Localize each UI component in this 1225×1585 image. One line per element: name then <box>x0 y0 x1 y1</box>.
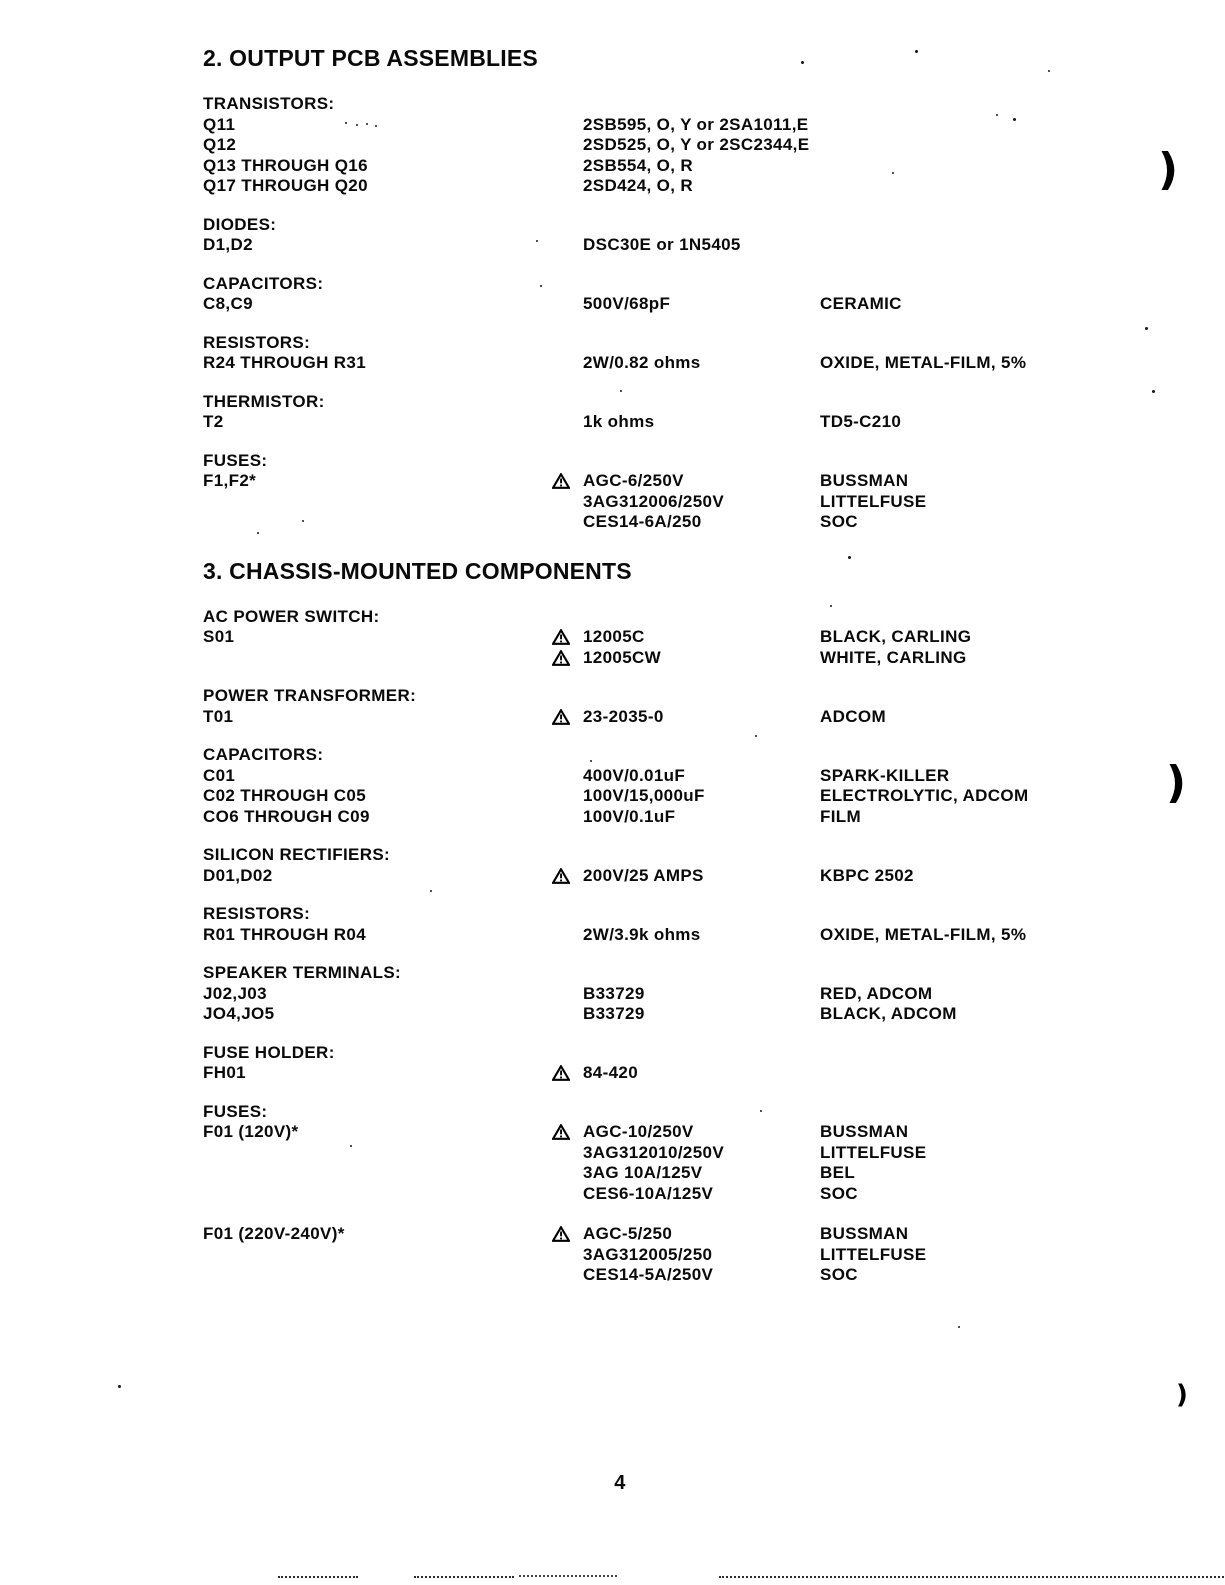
table-row <box>203 294 1205 315</box>
page-number: 4 <box>614 1472 626 1494</box>
part-number-text: 12005CW <box>583 647 662 667</box>
manufacturer: FILM <box>820 806 862 826</box>
manufacturer: BLACK, ADCOM <box>820 1004 957 1023</box>
part-number <box>583 1224 820 1245</box>
component-ref: R24 THROUGH R31 <box>203 353 367 372</box>
table-row <box>203 512 1205 533</box>
component-ref <box>203 492 583 513</box>
part-number-text: CES14-6A/250 <box>583 512 702 531</box>
part-number <box>583 1004 820 1025</box>
component-ref: D01,D02 <box>203 865 273 885</box>
table-row <box>203 807 1205 828</box>
group-heading: RESISTORS: <box>203 332 311 352</box>
manufacturer: BUSSMAN <box>820 471 909 490</box>
manufacturer: OXIDE, METAL-FILM, 5% <box>820 924 1027 944</box>
manufacturer: KBPC 2502 <box>820 865 914 885</box>
part-number <box>583 1245 820 1266</box>
component-ref: J02,J03 <box>203 983 267 1003</box>
part-number-text: 2W/0.82 ohms <box>583 353 701 372</box>
part-number-text: 3AG312010/250V <box>583 1142 725 1162</box>
table-row <box>203 1163 1205 1184</box>
part-number <box>583 471 820 492</box>
component-ref: C02 THROUGH C05 <box>203 786 367 805</box>
part-number-text: B33729 <box>583 983 645 1003</box>
manufacturer: LITTELFUSE <box>820 1244 927 1264</box>
part-number <box>583 1184 820 1205</box>
component-group <box>203 274 1205 315</box>
manufacturer: OXIDE, METAL-FILM, 5% <box>820 353 1027 372</box>
manufacturer: TD5-C210 <box>820 412 902 431</box>
component-group <box>203 745 1205 827</box>
section-title: 3. CHASSIS-MOUNTED COMPONENTS <box>203 557 632 584</box>
scan-artifact-dotted-line <box>414 1576 514 1578</box>
warning-triangle-icon <box>552 1226 570 1242</box>
component-group <box>203 686 1205 727</box>
part-number <box>583 1143 820 1164</box>
component-ref <box>203 1184 583 1205</box>
part-number-text: 3AG312005/250 <box>583 1244 713 1264</box>
part-number <box>583 512 820 533</box>
warning-triangle-icon <box>552 1065 570 1081</box>
table-row <box>203 786 1205 807</box>
table-row <box>203 627 1205 648</box>
part-number <box>583 353 820 374</box>
part-number <box>583 766 820 787</box>
table-row <box>203 766 1205 787</box>
part-number <box>583 115 820 136</box>
group-heading: FUSES: <box>203 450 268 470</box>
component-group <box>203 451 1205 533</box>
group-heading: RESISTORS: <box>203 904 311 923</box>
manufacturer: BEL <box>820 1163 856 1182</box>
component-ref: CO6 THROUGH C09 <box>203 806 370 826</box>
manufacturer: SPARK-KILLER <box>820 765 950 785</box>
part-number-text: 500V/68pF <box>583 294 671 313</box>
part-number <box>583 866 820 887</box>
part-number <box>583 176 820 197</box>
part-number-text: 2SD525, O, Y or 2SC2344,E <box>583 135 810 154</box>
component-ref: F01 (220V-240V)* <box>203 1224 345 1243</box>
scan-artifact-dotted-line <box>719 1576 1224 1578</box>
document-body <box>203 46 1205 1304</box>
group-heading: FUSE HOLDER: <box>203 1042 335 1062</box>
section-title: 2. OUTPUT PCB ASSEMBLIES <box>203 45 538 71</box>
scan-speck <box>958 1326 960 1328</box>
table-row <box>203 925 1205 946</box>
manufacturer <box>820 235 1205 256</box>
warning-triangle-icon <box>552 629 570 645</box>
group-heading: CAPACITORS: <box>203 745 324 764</box>
manufacturer: CERAMIC <box>820 294 902 313</box>
table-row <box>203 648 1205 669</box>
scan-artifact-arc: ) <box>1166 757 1187 808</box>
table-row <box>203 866 1205 887</box>
table-row <box>203 707 1205 728</box>
group-heading: DIODES: <box>203 214 277 234</box>
part-number-text: 23-2035-0 <box>583 706 664 726</box>
manufacturer: BUSSMAN <box>820 1224 909 1243</box>
manufacturer: LITTELFUSE <box>820 491 927 511</box>
component-ref: D1,D2 <box>203 235 253 254</box>
part-number <box>583 156 820 177</box>
table-row <box>203 1265 1205 1286</box>
manufacturer <box>820 176 1205 197</box>
component-ref <box>203 648 583 669</box>
group-heading: SILICON RECTIFIERS: <box>203 845 391 864</box>
manufacturer: SOC <box>820 1183 858 1203</box>
component-ref <box>203 1245 583 1266</box>
group-heading: POWER TRANSFORMER: <box>203 686 417 705</box>
manufacturer <box>820 1063 1205 1084</box>
part-number-text: AGC-6/250V <box>583 471 684 490</box>
warning-triangle-icon <box>552 868 570 884</box>
table-row <box>203 492 1205 513</box>
part-number-text: 400V/0.01uF <box>583 765 686 785</box>
manufacturer <box>820 115 1205 136</box>
group-heading: AC POWER SWITCH: <box>203 606 380 626</box>
component-group <box>203 845 1205 886</box>
part-number <box>583 235 820 256</box>
table-row <box>203 353 1205 374</box>
scan-artifact-arc: ) <box>1158 144 1179 195</box>
parts-section <box>203 46 1205 533</box>
table-row <box>203 471 1205 492</box>
part-number-text: 84-420 <box>583 1063 639 1082</box>
part-number <box>583 492 820 513</box>
component-ref: S01 <box>203 627 235 646</box>
group-heading: FUSES: <box>203 1101 268 1121</box>
part-number-text: 100V/0.1uF <box>583 806 676 826</box>
manufacturer: RED, ADCOM <box>820 983 933 1003</box>
part-number <box>583 1122 820 1143</box>
component-group <box>203 1102 1205 1286</box>
part-number <box>583 707 820 728</box>
component-group <box>203 333 1205 374</box>
component-group <box>203 94 1205 197</box>
component-ref: Q11 <box>203 114 236 134</box>
component-ref: R01 THROUGH R04 <box>203 924 367 944</box>
manufacturer: WHITE, CARLING <box>820 647 967 667</box>
part-number <box>583 627 820 648</box>
manufacturer: ELECTROLYTIC, ADCOM <box>820 786 1029 805</box>
table-row <box>203 1063 1205 1084</box>
component-ref: F01 (120V)* <box>203 1122 299 1141</box>
part-number-text: 2SB554, O, R <box>583 155 694 175</box>
part-number-text: CES6-10A/125V <box>583 1183 714 1203</box>
table-row <box>203 115 1205 136</box>
part-number-text: B33729 <box>583 1004 645 1023</box>
group-heading: CAPACITORS: <box>203 273 324 293</box>
part-number <box>583 807 820 828</box>
part-number-text: 3AG312006/250V <box>583 491 725 511</box>
warning-triangle-icon <box>552 709 570 725</box>
component-group <box>203 963 1205 1025</box>
table-row <box>203 412 1205 433</box>
part-number-text: 2SD424, O, R <box>583 176 694 195</box>
part-number-text: 100V/15,000uF <box>583 786 705 805</box>
component-ref: Q12 <box>203 135 237 154</box>
manufacturer: SOC <box>820 512 858 531</box>
component-group <box>203 1043 1205 1084</box>
part-number <box>583 1265 820 1286</box>
part-number-text: AGC-5/250 <box>583 1224 673 1243</box>
scan-artifact-arc: ) <box>1176 1380 1188 1410</box>
parts-section <box>203 559 1205 1286</box>
table-row <box>203 176 1205 197</box>
part-number <box>583 1063 820 1084</box>
component-ref: Q17 THROUGH Q20 <box>203 176 368 195</box>
part-number-text: DSC30E or 1N5405 <box>583 235 741 254</box>
part-number-text: CES14-5A/250V <box>583 1265 714 1284</box>
scan-speck <box>118 1385 121 1388</box>
table-row <box>203 235 1205 256</box>
part-number <box>583 294 820 315</box>
component-group <box>203 215 1205 256</box>
component-ref: FH01 <box>203 1063 246 1082</box>
table-row <box>203 1004 1205 1025</box>
warning-triangle-icon <box>552 650 570 666</box>
component-ref: T01 <box>203 706 234 726</box>
component-ref: JO4,JO5 <box>203 1004 275 1023</box>
part-number <box>583 925 820 946</box>
component-group <box>203 904 1205 945</box>
manufacturer: BLACK, CARLING <box>820 627 972 646</box>
component-ref: F1,F2* <box>203 471 257 490</box>
group-heading: SPEAKER TERMINALS: <box>203 963 402 982</box>
component-ref <box>203 1265 583 1286</box>
component-ref: C8,C9 <box>203 294 253 313</box>
part-number <box>583 135 820 156</box>
component-ref: C01 <box>203 765 236 785</box>
component-ref <box>203 1163 583 1184</box>
part-number <box>583 984 820 1005</box>
part-number-text: 200V/25 AMPS <box>583 865 704 885</box>
component-ref <box>203 512 583 533</box>
table-row <box>203 156 1205 177</box>
part-number-text: 3AG 10A/125V <box>583 1163 703 1182</box>
component-group <box>203 607 1205 669</box>
component-group <box>203 392 1205 433</box>
manufacturer <box>820 135 1205 156</box>
part-number-text: 12005C <box>583 627 645 646</box>
table-row <box>203 1143 1205 1164</box>
table-row <box>203 1184 1205 1205</box>
warning-triangle-icon <box>552 473 570 489</box>
component-ref <box>203 1143 583 1164</box>
manufacturer: LITTELFUSE <box>820 1142 927 1162</box>
part-number <box>583 786 820 807</box>
part-number-text: 2W/3.9k ohms <box>583 924 701 944</box>
scan-artifact-dotted-line <box>519 1575 617 1577</box>
part-number <box>583 1163 820 1184</box>
manufacturer: ADCOM <box>820 706 886 726</box>
table-row <box>203 1224 1205 1245</box>
part-number-text: 2SB595, O, Y or 2SA1011,E <box>583 114 809 134</box>
part-number-text: AGC-10/250V <box>583 1122 694 1141</box>
group-heading: TRANSISTORS: <box>203 94 335 113</box>
part-number-text: 1k ohms <box>583 412 655 431</box>
table-row <box>203 135 1205 156</box>
scan-artifact-dotted-line <box>278 1576 358 1578</box>
warning-triangle-icon <box>552 1124 570 1140</box>
manufacturer: BUSSMAN <box>820 1122 909 1141</box>
part-number <box>583 412 820 433</box>
table-row <box>203 984 1205 1005</box>
component-ref: Q13 THROUGH Q16 <box>203 155 368 175</box>
group-heading: THERMISTOR: <box>203 391 325 411</box>
table-row <box>203 1122 1205 1143</box>
component-ref: T2 <box>203 412 224 431</box>
manufacturer <box>820 156 1205 177</box>
table-row <box>203 1245 1205 1266</box>
manufacturer: SOC <box>820 1265 858 1284</box>
part-number <box>583 648 820 669</box>
